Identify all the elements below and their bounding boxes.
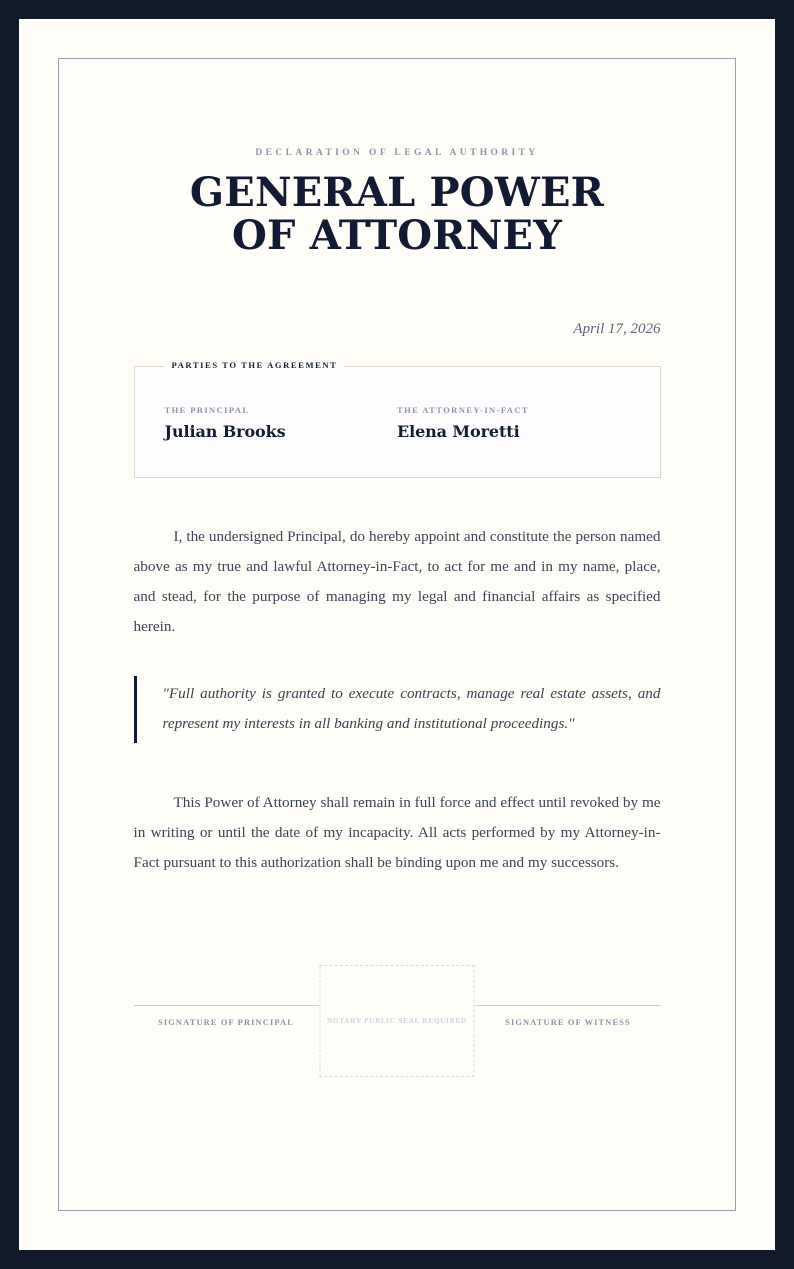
party-attorney-name: Elena Moretti	[397, 421, 520, 441]
signature-line-principal	[134, 1005, 319, 1006]
signature-block-witness[interactable]	[476, 1005, 661, 1027]
document-content	[134, 58, 661, 1085]
body-paragraph-2: This Power of Attorney shall remain in full force and effect until revoked by me in writing or until the date of my incapacity. All acts performed by my Attorney-in-Fact pursuant to this authorization shall be binding upon me and my successors.	[133, 793, 661, 872]
signature-zone	[134, 965, 661, 1085]
page-title	[134, 169, 661, 259]
page-title-line-1: GENERAL POWER	[189, 169, 605, 216]
party-attorney-label: THE ATTORNEY-IN-FACT	[397, 404, 529, 415]
notary-seal-label: NOTARY PUBLIC SEAL REQUIRED	[326, 1016, 467, 1025]
signature-label-witness: SIGNATURE OF WITNESS	[505, 1017, 631, 1027]
party-principal-name: Julian Brooks	[164, 421, 286, 441]
signature-line-witness	[476, 1005, 661, 1006]
document-date-row	[134, 320, 661, 338]
body-paragraph-1: I, the undersigned Principal, do hereby appoint and constitute the person named above as my true and lawful Attorney-in-Fact, to act for me and in my name, place, and stead, for the purpose of managing my legal and financial affairs as specified herein.	[133, 527, 661, 636]
document-eyebrow: DECLARATION OF LEGAL AUTHORITY	[255, 148, 539, 158]
parties-panel	[134, 359, 661, 478]
parties-grid	[135, 367, 660, 477]
party-attorney	[397, 405, 630, 441]
notary-seal-box[interactable]	[320, 965, 475, 1077]
signature-block-principal[interactable]	[134, 1005, 319, 1027]
party-principal	[165, 405, 398, 441]
authority-blockquote: "Full authority is granted to execute contracts, manage real estate assets, and represent my interests in all banking and institutional proceedings."	[134, 676, 661, 743]
parties-legend: PARTIES TO THE AGREEMENT	[165, 360, 345, 370]
document-date: April 17, 2026	[573, 320, 661, 337]
page-title-line-2: OF ATTORNEY	[231, 211, 562, 259]
signature-label-principal: SIGNATURE OF PRINCIPAL	[158, 1017, 294, 1027]
party-principal-label: THE PRINCIPAL	[164, 404, 250, 415]
document-page	[19, 19, 775, 1250]
